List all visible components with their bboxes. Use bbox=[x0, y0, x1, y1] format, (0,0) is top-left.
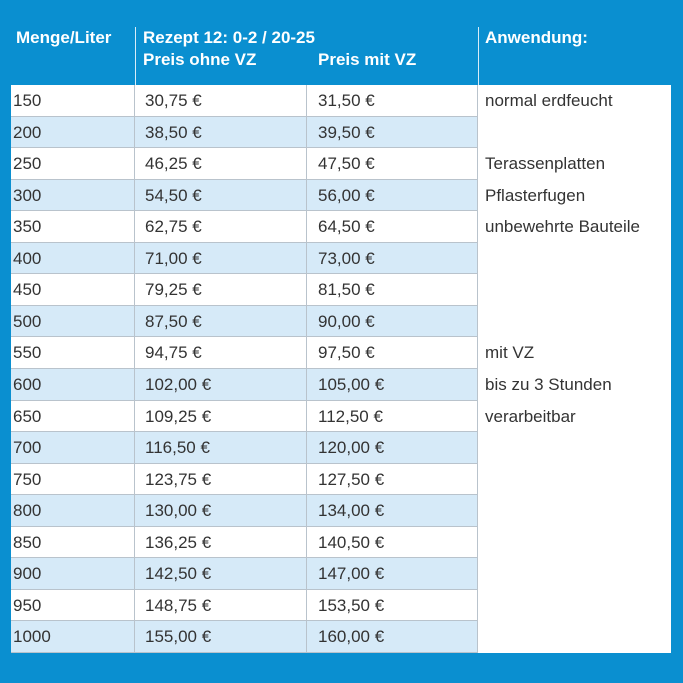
table-row bbox=[11, 369, 478, 401]
preis-ohne-vz-cell: 148,75 € bbox=[135, 590, 307, 621]
preis-ohne-vz-cell: 94,75 € bbox=[135, 337, 307, 368]
preis-ohne-vz-cell: 123,75 € bbox=[135, 464, 307, 495]
header-preis-mit-vz: Preis mit VZ bbox=[318, 50, 417, 69]
menge-cell: 300 bbox=[11, 180, 135, 211]
preis-ohne-vz-cell: 142,50 € bbox=[135, 558, 307, 589]
preis-ohne-vz-cell: 155,00 € bbox=[135, 621, 307, 652]
preis-mit-vz-cell: 56,00 € bbox=[307, 180, 478, 211]
preis-ohne-vz-cell: 136,25 € bbox=[135, 527, 307, 558]
header-rezept bbox=[143, 27, 473, 85]
anwendung-text: unbewehrte Bauteile bbox=[485, 217, 641, 237]
header-preis-ohne-vz: Preis ohne VZ bbox=[143, 50, 257, 69]
preis-mit-vz-cell: 47,50 € bbox=[307, 148, 478, 179]
preis-mit-vz-cell: 64,50 € bbox=[307, 211, 478, 242]
preis-mit-vz-cell: 81,50 € bbox=[307, 274, 478, 305]
preis-mit-vz-cell: 120,00 € bbox=[307, 432, 478, 463]
preis-mit-vz-cell: 160,00 € bbox=[307, 621, 478, 652]
menge-cell: 350 bbox=[11, 211, 135, 242]
table-row bbox=[11, 180, 478, 212]
table-row bbox=[11, 527, 478, 559]
table-row bbox=[11, 274, 478, 306]
anwendung-text: bis zu 3 Stunden bbox=[485, 375, 612, 394]
preis-mit-vz-cell: 127,50 € bbox=[307, 464, 478, 495]
preis-mit-vz-cell: 153,50 € bbox=[307, 590, 478, 621]
menge-cell: 150 bbox=[11, 85, 135, 116]
preis-mit-vz-cell: 31,50 € bbox=[307, 85, 478, 116]
anwendung-text: mit VZ bbox=[485, 343, 535, 363]
preis-ohne-vz-cell: 116,50 € bbox=[135, 432, 307, 463]
anwendung-text: Pflasterfugen bbox=[485, 185, 586, 205]
table-row bbox=[11, 464, 478, 496]
menge-cell: 950 bbox=[11, 590, 135, 621]
preis-ohne-vz-cell: 46,25 € bbox=[135, 148, 307, 179]
menge-cell: 750 bbox=[11, 464, 135, 495]
preis-ohne-vz-cell: 109,25 € bbox=[135, 401, 307, 432]
preis-ohne-vz-cell: 79,25 € bbox=[135, 274, 307, 305]
header-rezept-title: Rezept 12: 0-2 / 20-25 bbox=[143, 28, 315, 47]
preis-mit-vz-cell: 140,50 € bbox=[307, 527, 478, 558]
preis-ohne-vz-cell: 130,00 € bbox=[135, 495, 307, 526]
table-row bbox=[11, 306, 478, 338]
preis-mit-vz-cell: 73,00 € bbox=[307, 243, 478, 274]
anwendung-text: Terassenplatten bbox=[485, 154, 606, 174]
table-row bbox=[11, 148, 478, 180]
header-anwendung: Anwendung: bbox=[485, 28, 588, 47]
menge-cell: 500 bbox=[11, 306, 135, 337]
table-row bbox=[11, 558, 478, 590]
menge-cell: 800 bbox=[11, 495, 135, 526]
menge-cell: 200 bbox=[11, 117, 135, 148]
preis-ohne-vz-cell: 54,50 € bbox=[135, 180, 307, 211]
table-row bbox=[11, 621, 478, 653]
preis-mit-vz-cell: 134,00 € bbox=[307, 495, 478, 526]
table-row bbox=[11, 243, 478, 275]
menge-cell: 550 bbox=[11, 337, 135, 368]
preis-mit-vz-cell: 90,00 € bbox=[307, 306, 478, 337]
preis-ohne-vz-cell: 62,75 € bbox=[135, 211, 307, 242]
preis-mit-vz-cell: 105,00 € bbox=[307, 369, 478, 400]
preis-mit-vz-cell: 97,50 € bbox=[307, 337, 478, 368]
menge-cell: 700 bbox=[11, 432, 135, 463]
menge-cell: 850 bbox=[11, 527, 135, 558]
table-row bbox=[11, 85, 478, 117]
header-menge: Menge/Liter bbox=[16, 28, 112, 47]
menge-cell: 400 bbox=[11, 243, 135, 274]
menge-cell: 600 bbox=[11, 369, 135, 400]
table-row bbox=[11, 590, 478, 622]
menge-cell: 1000 bbox=[11, 621, 135, 652]
preis-mit-vz-cell: 147,00 € bbox=[307, 558, 478, 589]
preis-ohne-vz-cell: 87,50 € bbox=[135, 306, 307, 337]
menge-cell: 250 bbox=[11, 148, 135, 179]
table-row bbox=[11, 117, 478, 149]
menge-cell: 650 bbox=[11, 401, 135, 432]
table-row bbox=[11, 211, 478, 243]
preis-mit-vz-cell: 39,50 € bbox=[307, 117, 478, 148]
header-divider bbox=[135, 27, 136, 85]
table-row bbox=[11, 337, 478, 369]
anwendung-text: normal erdfeucht bbox=[485, 91, 613, 110]
price-table bbox=[11, 85, 671, 653]
preis-ohne-vz-cell: 71,00 € bbox=[135, 243, 307, 274]
anwendung-text: verarbeitbar bbox=[485, 406, 576, 426]
preis-mit-vz-cell: 112,50 € bbox=[307, 401, 478, 432]
table-row bbox=[11, 401, 478, 433]
table-row bbox=[11, 432, 478, 464]
menge-cell: 900 bbox=[11, 558, 135, 589]
table-row bbox=[11, 495, 478, 527]
header-divider bbox=[478, 27, 479, 85]
preis-ohne-vz-cell: 38,50 € bbox=[135, 117, 307, 148]
preis-ohne-vz-cell: 102,00 € bbox=[135, 369, 307, 400]
menge-cell: 450 bbox=[11, 274, 135, 305]
preis-ohne-vz-cell: 30,75 € bbox=[135, 85, 307, 116]
